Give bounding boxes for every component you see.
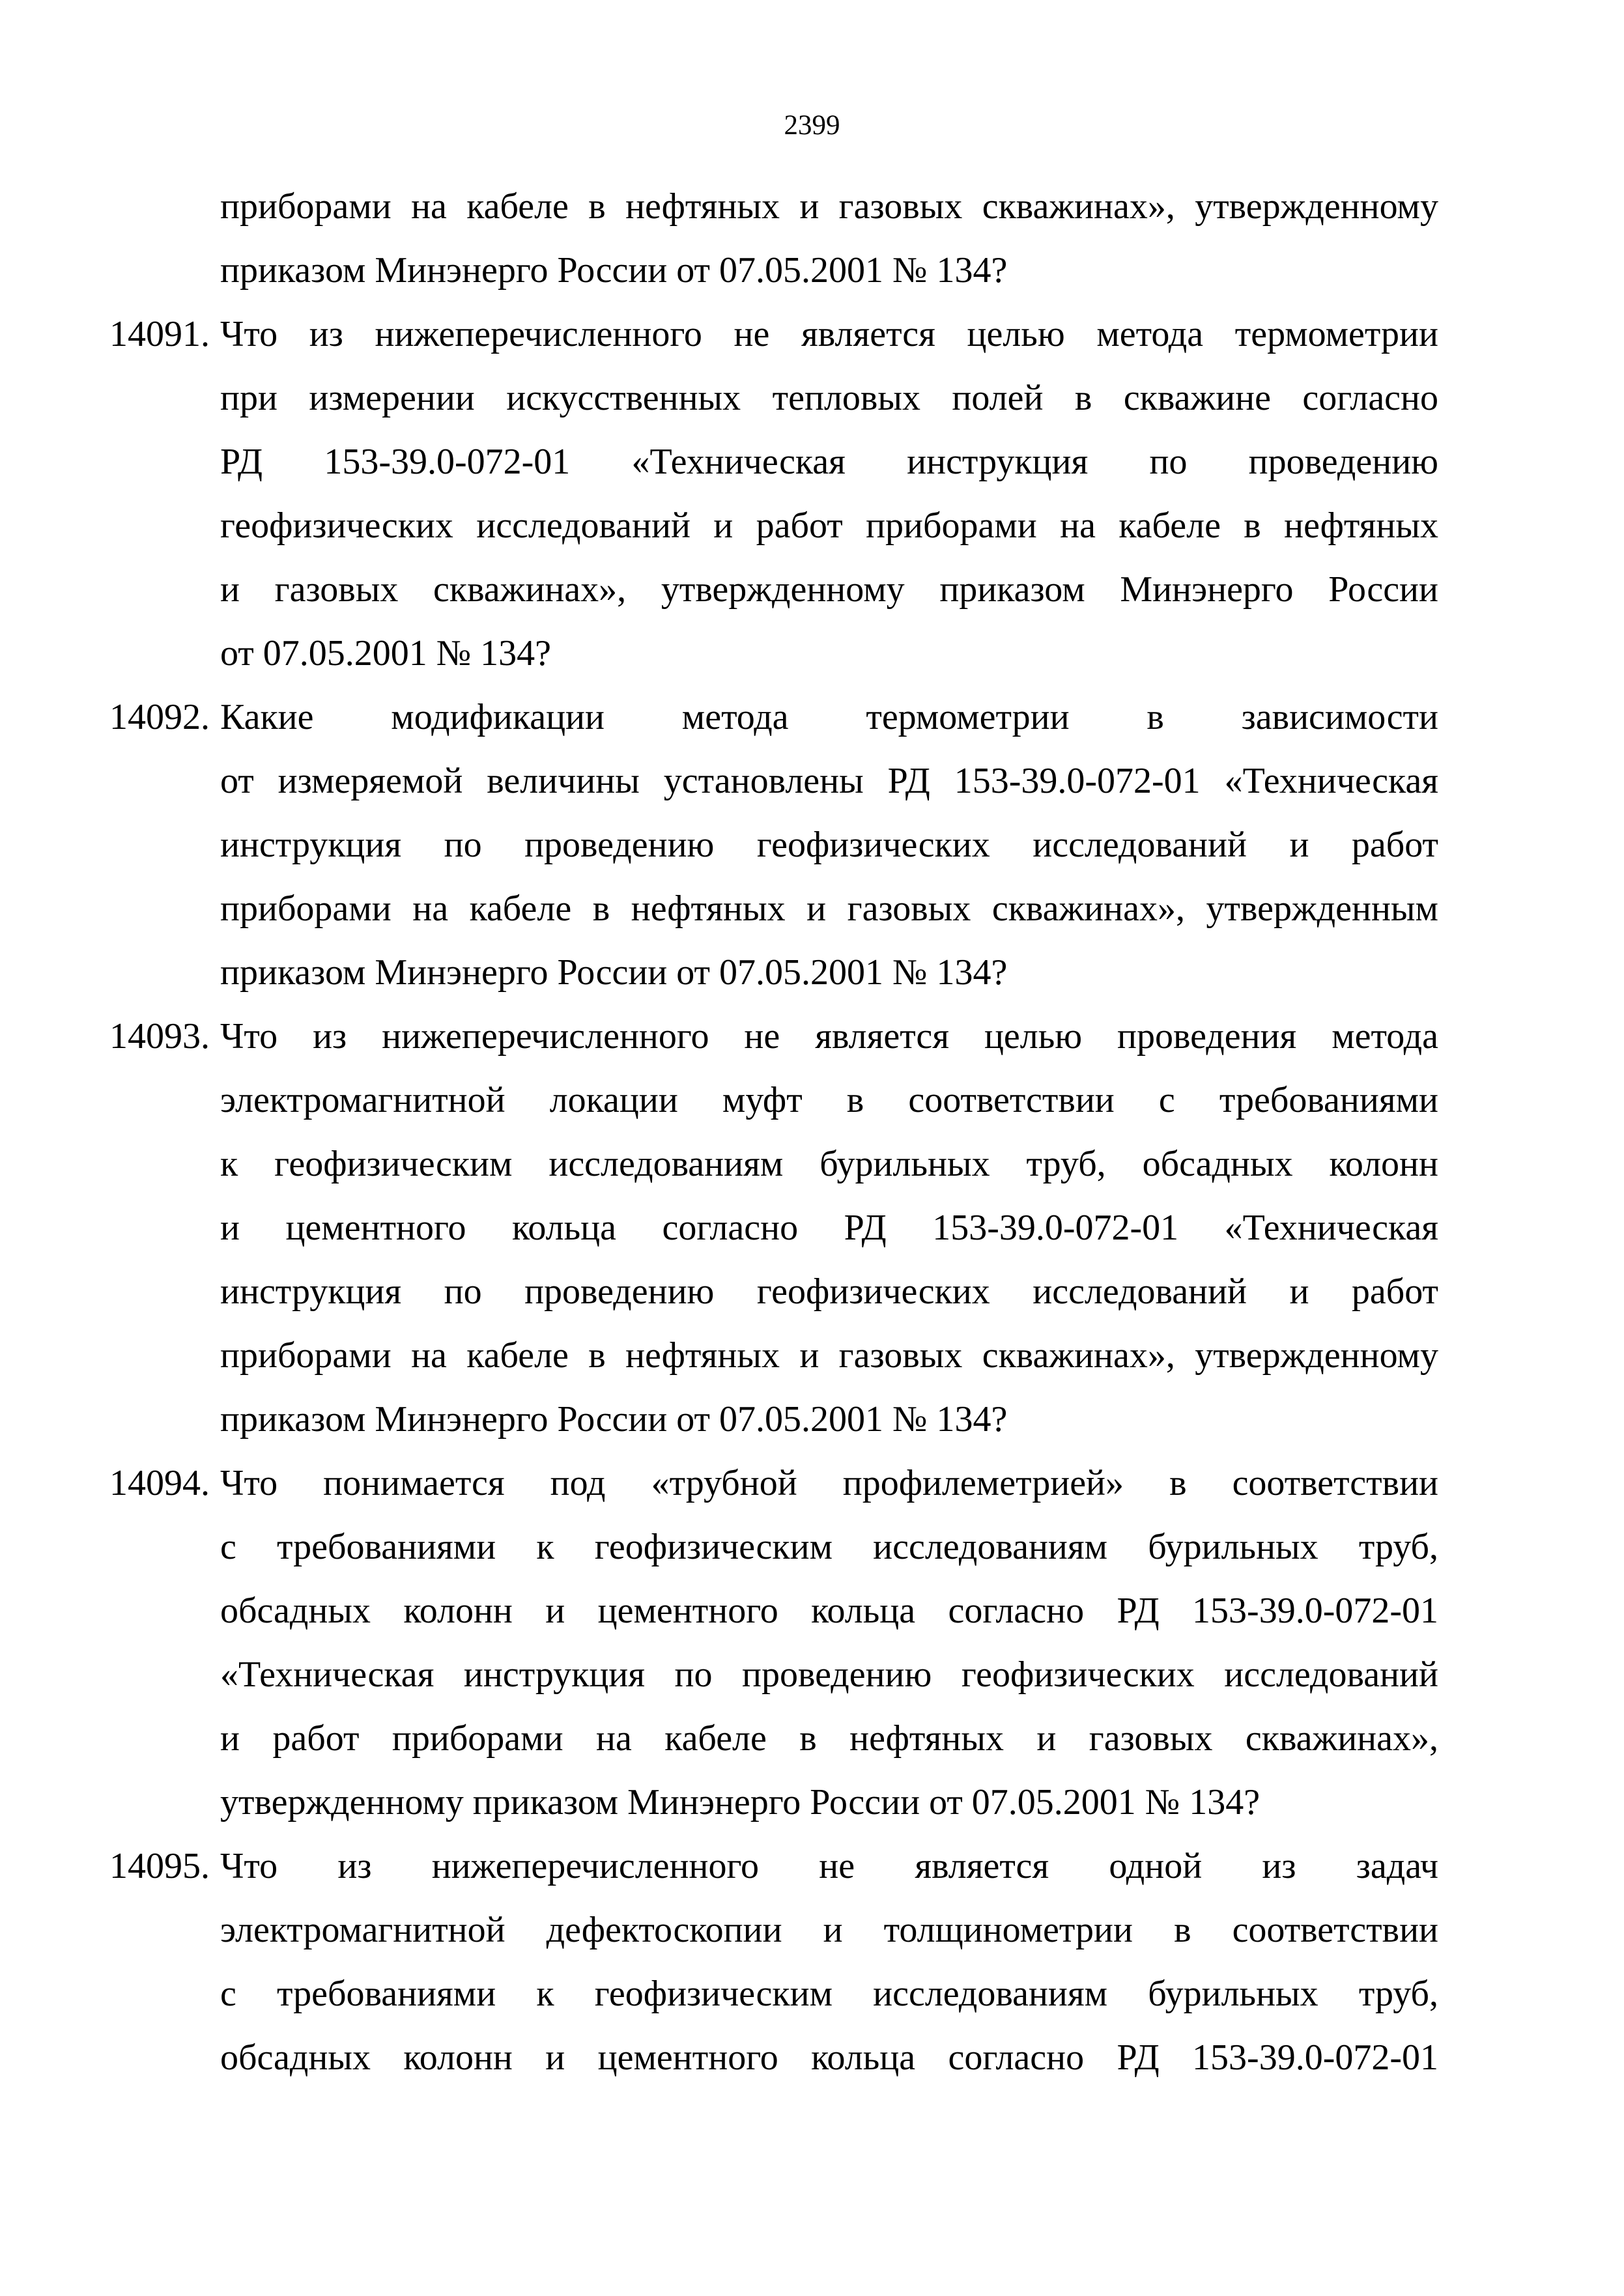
question-text-line: инструкция по проведению геофизических исследований и работ	[220, 825, 1438, 865]
question-text-line: утвержденному приказом Минэнерго России от 07.05.2001 № 134?	[220, 1782, 1261, 1822]
question-text-line: Что из нижеперечисленного не является целью метода термометрии	[220, 314, 1438, 354]
question-text-line: обсадных колонн и цементного кольца согласно РД 153-39.0-072-01	[220, 2037, 1438, 2078]
question-text-line: и газовых скважинах», утвержденному приказом Минэнерго России	[220, 569, 1438, 610]
question-number: 14093.	[109, 1016, 210, 1056]
question-text-line: приборами на кабеле в нефтяных и газовых скважинах», утвержденным	[220, 888, 1438, 929]
question-text-line: «Техническая инструкция по проведению геофизических исследований	[220, 1654, 1438, 1695]
question-item-14094	[109, 1451, 1438, 1834]
question-text-line: с требованиями к геофизическим исследованиям бурильных труб,	[220, 1974, 1438, 2014]
question-text-line: при измерении искусственных тепловых полей в скважине согласно	[220, 378, 1438, 418]
question-text-line: геофизических исследований и работ приборами на кабеле в нефтяных	[220, 505, 1438, 546]
question-number: 14095.	[109, 1846, 210, 1886]
question-text-line: от измеряемой величины установлены РД 153-39.0-072-01 «Техническая	[220, 761, 1438, 801]
question-text-line: и работ приборами на кабеле в нефтяных и газовых скважинах»,	[220, 1718, 1438, 1759]
question-text-line: обсадных колонн и цементного кольца согласно РД 153-39.0-072-01	[220, 1591, 1438, 1631]
intro-line: приборами на кабеле в нефтяных и газовых скважинах», утвержденному	[220, 186, 1438, 227]
question-item-14092	[109, 685, 1438, 1004]
question-item-14091	[109, 302, 1438, 685]
question-text-line: инструкция по проведению геофизических исследований и работ	[220, 1271, 1438, 1312]
question-number: 14091.	[109, 314, 210, 354]
page-number: 2399	[784, 110, 840, 141]
question-text-line: Какие модификации метода термометрии в зависимости	[220, 697, 1438, 737]
question-text-line: к геофизическим исследованиям бурильных труб, обсадных колонн	[220, 1144, 1438, 1184]
question-text-line: электромагнитной локации муфт в соответствии с требованиями	[220, 1080, 1438, 1120]
question-text-line: Что из нижеперечисленного не является одной из задач	[220, 1846, 1438, 1886]
question-text-line: приборами на кабеле в нефтяных и газовых скважинах», утвержденному	[220, 1335, 1438, 1376]
question-item-14095	[109, 1834, 1438, 2090]
question-text-line: РД 153-39.0-072-01 «Техническая инструкция по проведению	[220, 442, 1438, 482]
question-item-14093	[109, 1004, 1438, 1451]
question-number: 14092.	[109, 697, 210, 737]
question-text-line: электромагнитной дефектоскопии и толщинометрии в соответствии	[220, 1910, 1438, 1950]
intro-line: приказом Минэнерго России от 07.05.2001 № 134?	[220, 250, 1008, 291]
question-text-line: Что понимается под «трубной профилеметрией» в соответствии	[220, 1463, 1438, 1503]
question-text-line: приказом Минэнерго России от 07.05.2001 № 134?	[220, 1399, 1008, 1439]
question-number: 14094.	[109, 1463, 210, 1503]
question-text-line: и цементного кольца согласно РД 153-39.0-072-01 «Техническая	[220, 1208, 1438, 1248]
question-text-line: приказом Минэнерго России от 07.05.2001 № 134?	[220, 952, 1008, 993]
question-list	[109, 175, 1438, 2090]
question-text-line: от 07.05.2001 № 134?	[220, 633, 552, 673]
question-text-line: Что из нижеперечисленного не является целью проведения метода	[220, 1016, 1438, 1056]
question-text-line: с требованиями к геофизическим исследованиям бурильных труб,	[220, 1527, 1438, 1567]
